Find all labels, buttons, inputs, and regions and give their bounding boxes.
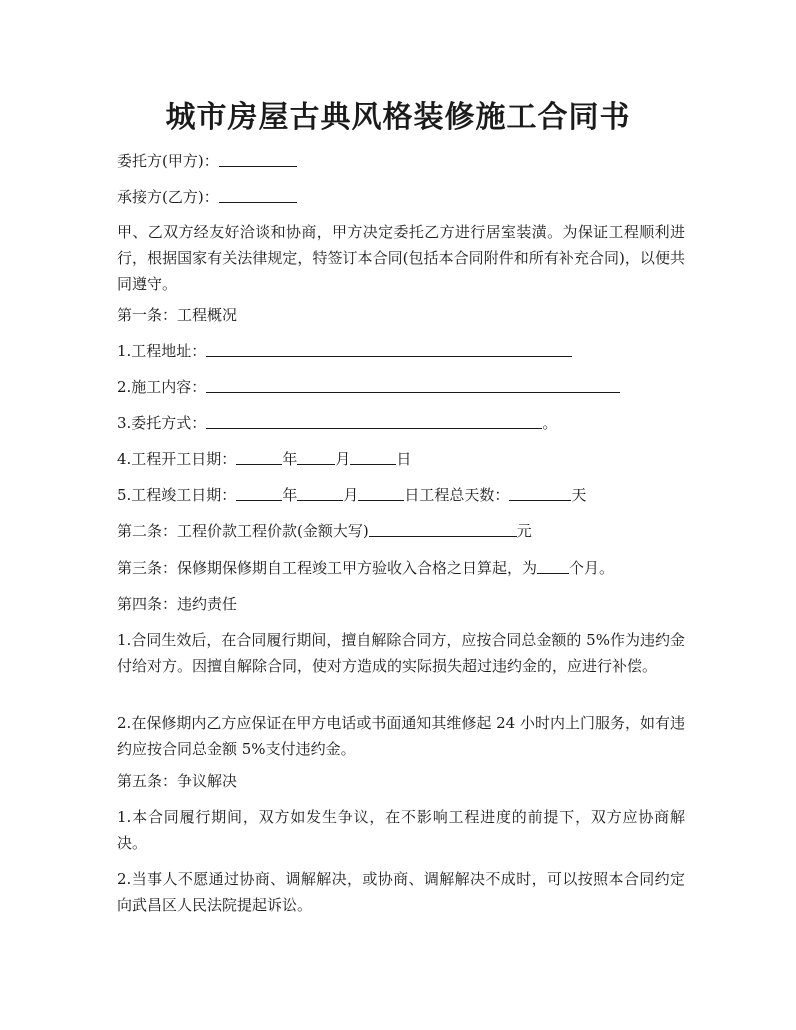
end-year-blank[interactable] bbox=[236, 483, 282, 501]
party-b-blank[interactable] bbox=[219, 185, 297, 203]
article-1-heading: 第一条：工程概况 bbox=[117, 306, 238, 324]
party-a-line bbox=[117, 148, 685, 174]
article-2-text: 第二条：工程价款工程价款(金额大写) bbox=[117, 522, 369, 540]
start-date-label: 4.工程开工日期： bbox=[117, 450, 237, 468]
start-year-blank[interactable] bbox=[236, 447, 282, 465]
article-5-item-1: 1.本合同履行期间，双方如发生争议，在不影响工程进度的前提下，双方应协商解决。 bbox=[117, 808, 685, 852]
article-2-line bbox=[117, 518, 685, 544]
method-label: 3.委托方式： bbox=[117, 414, 207, 432]
article-5-heading: 第五条：争议解决 bbox=[117, 772, 238, 790]
address-blank[interactable] bbox=[206, 339, 572, 357]
article-4-heading: 第四条：违约责任 bbox=[117, 595, 238, 613]
party-a-label: 委托方(甲方)： bbox=[117, 152, 219, 170]
intro-paragraph: 甲、乙双方经友好洽谈和协商，甲方决定委托乙方进行居室装潢。为保证工程顺利进行，根据国家有关法律规定，特签订本合同(包括本合同附件和所有补充合同)，以便共同遵守。 bbox=[117, 223, 685, 293]
end-year-unit: 年 bbox=[282, 486, 298, 504]
article-3-suffix: 个月。 bbox=[569, 559, 615, 577]
party-a-blank[interactable] bbox=[219, 149, 297, 167]
article-4-item-2: 2.在保修期内乙方应保证在甲方电话或书面通知其维修起 24 小时内上门服务，如有违约应按合同总金额 5%支付违约金。 bbox=[117, 714, 685, 758]
days-unit: 天 bbox=[571, 486, 587, 504]
end-month-unit: 月 bbox=[343, 486, 359, 504]
method-line bbox=[117, 410, 685, 436]
article-3-line bbox=[117, 555, 685, 581]
document-title: 城市房屋古典风格装修施工合同书 bbox=[165, 100, 631, 135]
start-year-unit: 年 bbox=[282, 450, 298, 468]
start-month-unit: 月 bbox=[335, 450, 351, 468]
start-day-unit: 日 bbox=[396, 450, 412, 468]
article-4-item-1: 1.合同生效后，在合同履行期间，擅自解除合同方，应按合同总金额的 5%作为违约金付给对方。因擅自解除合同，使对方造成的实际损失超过违约金的，应进行补偿。 bbox=[117, 631, 685, 675]
party-b-label: 承接方(乙方)： bbox=[117, 188, 219, 206]
price-unit: 元 bbox=[516, 522, 532, 540]
content-label: 2.施工内容： bbox=[117, 378, 207, 396]
warranty-months-blank[interactable] bbox=[537, 556, 569, 574]
address-line bbox=[117, 338, 685, 364]
method-end: 。 bbox=[542, 414, 558, 432]
article-3-text: 第三条：保修期保修期自工程竣工甲方验收入合格之日算起，为 bbox=[117, 559, 538, 577]
party-b-line bbox=[117, 184, 685, 210]
start-day-blank[interactable] bbox=[350, 447, 396, 465]
method-blank[interactable] bbox=[206, 411, 542, 429]
end-date-label: 5.工程竣工日期： bbox=[117, 486, 237, 504]
article-5-item-2: 2.当事人不愿通过协商、调解解决，或协商、调解解决不成时，可以按照本合同约定向武昌区人民法院提起诉讼。 bbox=[117, 870, 685, 914]
total-days-blank[interactable] bbox=[509, 483, 571, 501]
end-day-blank[interactable] bbox=[358, 483, 404, 501]
start-date-line bbox=[117, 446, 685, 472]
price-blank[interactable] bbox=[369, 519, 517, 537]
content-blank[interactable] bbox=[206, 375, 620, 393]
address-label: 1.工程地址： bbox=[117, 342, 207, 360]
total-days-label: 日工程总天数： bbox=[404, 486, 510, 504]
content-line bbox=[117, 374, 685, 400]
end-date-line bbox=[117, 482, 685, 508]
end-month-blank[interactable] bbox=[297, 483, 343, 501]
start-month-blank[interactable] bbox=[297, 447, 335, 465]
